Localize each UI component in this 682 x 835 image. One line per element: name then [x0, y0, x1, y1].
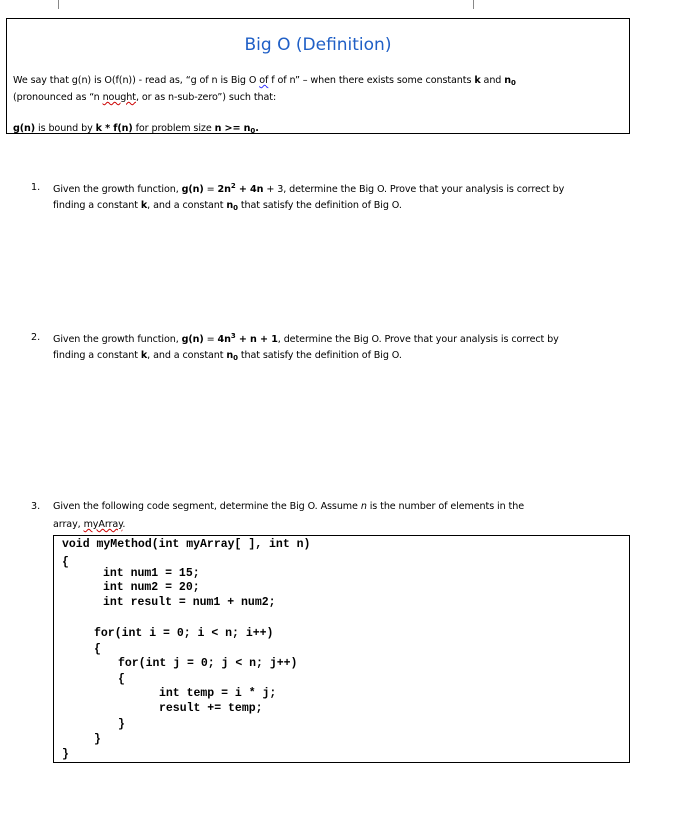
code-line: {	[118, 673, 125, 686]
question-text: Given the growth function, $g(n) = 4n^3 + n + 1$, determine the Big O. Prove that your analysis is correct by	[53, 332, 559, 345]
code-line: int num2 = 20;	[103, 581, 200, 594]
code-line: void myMethod(int myArray[ ], int n)	[62, 538, 311, 551]
ruler-tick	[473, 0, 474, 9]
ruler-tick	[58, 0, 59, 9]
code-line: }	[94, 733, 101, 746]
question-number: 3.	[31, 501, 41, 512]
definition-title: Big O (Definition)	[244, 35, 392, 55]
definition-bound: g(n) is bound by k * f(n) for problem size $n >= n_0$.	[13, 123, 259, 135]
code-line: }	[62, 748, 69, 761]
code-line: for(int i = 0; i < n; i++)	[94, 627, 274, 640]
question-text: array, myArray.	[53, 519, 126, 530]
question-text: finding a constant k, and a constant $n_0$ that satisfy the definition of Big O.	[53, 350, 402, 362]
question-text: Given the growth function, $g(n) = 2n^2 + 4n + 3$, determine the Big O. Prove that your analysis is correct by	[53, 182, 565, 195]
code-line: }	[118, 718, 125, 731]
definition-line-2: (pronounced as “n nought, or as n-sub-zero”) such that:	[13, 92, 277, 103]
code-line: int temp = i * j;	[159, 687, 277, 700]
code-block	[53, 535, 630, 763]
code-line: for(int j = 0; j < n; j++)	[118, 657, 298, 670]
definition-line-1: We say that g(n) is O(f(n)) - read as, “g of n is Big O of f of n” – when there exists some constants k and $n_0$	[13, 75, 516, 87]
code-line: result += temp;	[159, 702, 263, 715]
question-number: 1.	[31, 182, 41, 193]
code-line: {	[62, 556, 69, 569]
code-line: {	[94, 643, 101, 656]
question-text: Given the following code segment, determine the Big O. Assume n is the number of elements in the	[53, 501, 524, 512]
code-line: int result = num1 + num2;	[103, 596, 276, 609]
definition-box	[6, 18, 630, 134]
question-text: finding a constant k, and a constant $n_0$ that satisfy the definition of Big O.	[53, 200, 402, 212]
question-number: 2.	[31, 332, 41, 343]
code-line: int num1 = 15;	[103, 567, 200, 580]
